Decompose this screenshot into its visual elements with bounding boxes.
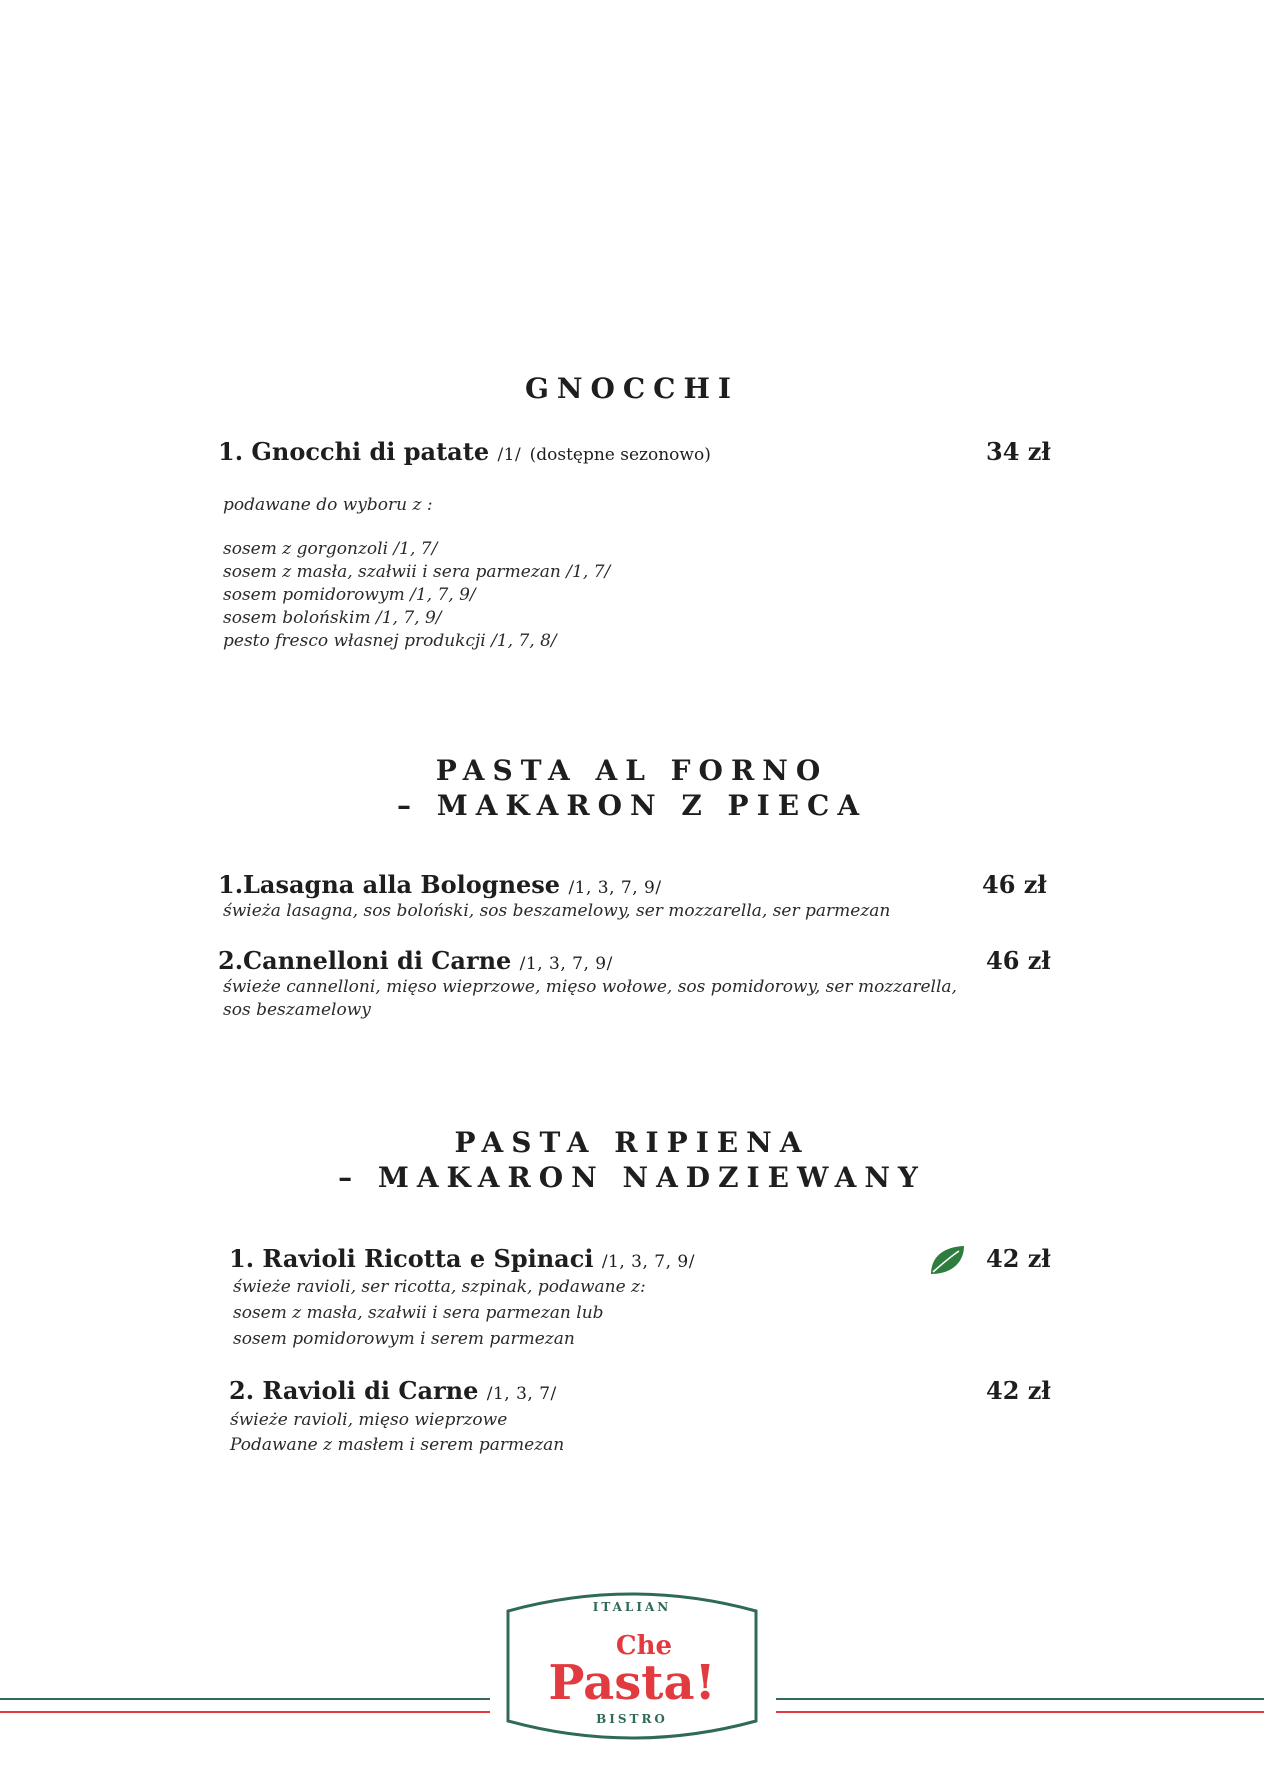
logo-bottom-text: BISTRO (596, 1712, 668, 1726)
footer-line-green-right (776, 1698, 1264, 1700)
sauce-option: sosem z gorgonzoli /1, 7/ (223, 539, 438, 559)
footer-line-red-left (0, 1711, 490, 1713)
forno-heading-line2: – MAKARON Z PIECA (396, 789, 868, 822)
logo-word-pasta: Pasta! (548, 1655, 716, 1711)
dish-name: 2.Cannelloni di Carne (218, 946, 512, 975)
dish-name: 2. Ravioli di Carne (229, 1376, 479, 1405)
dish-cannelloni (218, 946, 613, 979)
description-line: świeże ravioli, ser ricotta, szpinak, podawane z: (233, 1277, 646, 1297)
dish-ravioli-ricotta (229, 1244, 695, 1277)
dish-name: 1.Lasagna alla Bolognese (218, 870, 561, 899)
forno-heading-line1: PASTA AL FORNO (435, 754, 829, 787)
price-cannelloni: 46 zł (986, 946, 1051, 975)
ravioli-ricotta-description (233, 1276, 646, 1354)
gnocchi-sauce-options (223, 538, 610, 653)
price-ravioli-carne: 42 zł (986, 1376, 1051, 1405)
sauce-option: sosem pomidorowym /1, 7, 9/ (223, 585, 476, 605)
dish-gnocchi-di-patate (218, 437, 711, 470)
dish-allergens: /1, 3, 7, 9/ (568, 878, 662, 898)
che-pasta-logo (504, 1583, 760, 1749)
dish-name: 1. Ravioli Ricotta e Spinaci (229, 1244, 594, 1273)
logo-top-text: ITALIAN (592, 1600, 672, 1614)
dish-lasagna (218, 870, 662, 903)
footer-line-red-right (776, 1711, 1264, 1713)
footer-line-green-left (0, 1698, 490, 1700)
ripiena-heading-line2: – MAKARON NADZIEWANY (338, 1161, 926, 1194)
description-line: świeża lasagna, sos boloński, sos beszamelowy, ser mozzarella, ser parmezan (223, 901, 891, 921)
sauce-option: sosem z masła, szałwii i sera parmezan /1, 7/ (223, 562, 611, 582)
description-line: świeże cannelloni, mięso wieprzowe, mięso wołowe, sos pomidorowy, ser mozzarella, (223, 977, 957, 997)
dish-ravioli-carne (229, 1376, 557, 1409)
description-line: świeże ravioli, mięso wieprzowe (230, 1410, 508, 1430)
sauce-option: pesto fresco własnej produkcji /1, 7, 8/ (223, 631, 557, 651)
price-lasagna: 46 zł (982, 870, 1047, 899)
dish-name: 1. Gnocchi di patate (218, 437, 490, 466)
ripiena-heading-line1: PASTA RIPIENA (454, 1126, 810, 1159)
lasagna-description (223, 900, 890, 923)
vegetarian-leaf-icon (928, 1244, 966, 1276)
dish-allergens: /1, 3, 7, 9/ (601, 1252, 695, 1272)
description-line: sos beszamelowy (223, 1000, 371, 1020)
price-ravioli-ricotta: 42 zł (986, 1244, 1051, 1273)
description-line: sosem pomidorowym i serem parmezan (233, 1329, 575, 1349)
description-line: sosem z masła, szałwii i sera parmezan lub (233, 1303, 604, 1323)
dish-allergens: /1/ (497, 445, 522, 465)
dish-availability-note: (dostępne sezonowo) (529, 445, 711, 465)
gnocchi-sauce-intro: podawane do wyboru z : (223, 495, 433, 515)
description-line: Podawane z masłem i serem parmezan (230, 1435, 565, 1455)
dish-allergens: /1, 3, 7, 9/ (519, 954, 613, 974)
dish-allergens: /1, 3, 7/ (486, 1384, 557, 1404)
price-gnocchi-di-patate: 34 zł (986, 437, 1051, 466)
sauce-option: sosem bolońskim /1, 7, 9/ (223, 608, 442, 628)
cannelloni-description (223, 976, 957, 1022)
gnocchi-heading: GNOCCHI (524, 372, 740, 405)
ravioli-carne-description (230, 1409, 564, 1459)
logo-word-che: Che (615, 1631, 673, 1661)
